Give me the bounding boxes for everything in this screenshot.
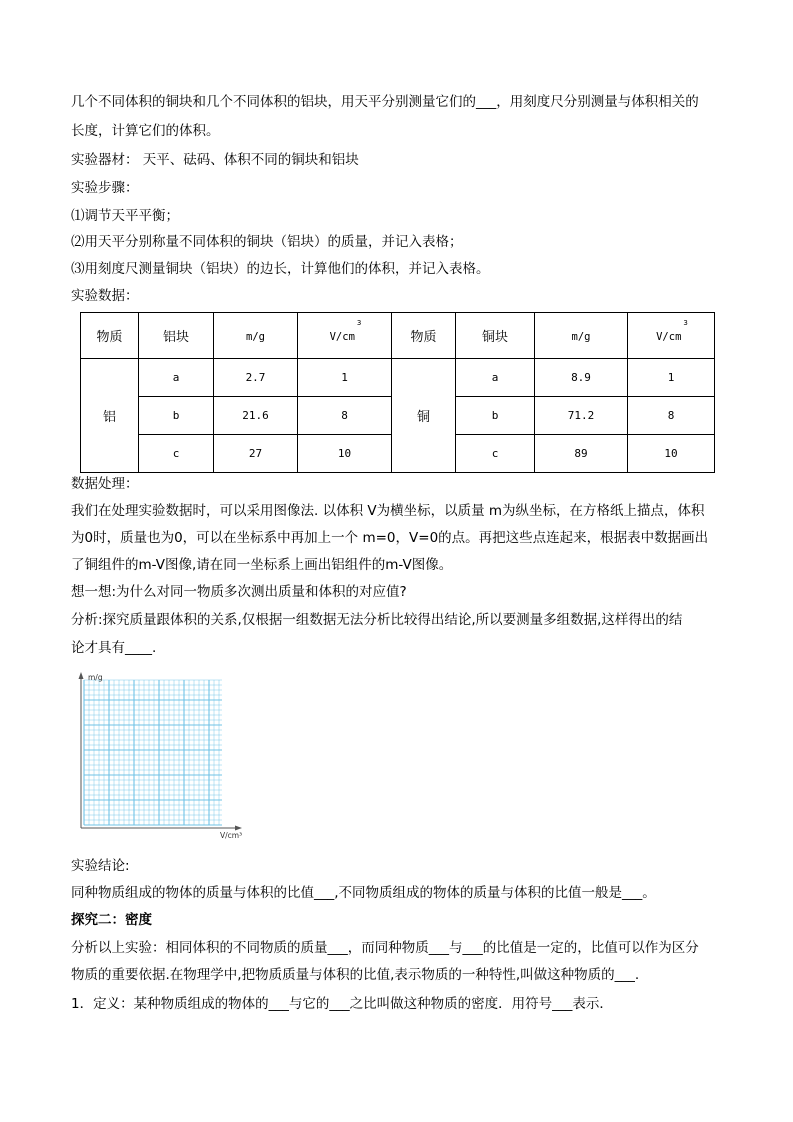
m-v-graph-paper (74, 670, 244, 840)
definition-line: 1．定义：某种物质组成的物体的___与它的___之比叫做这种物质的密度．用符号___表示． (71, 996, 613, 1012)
header-mass-al (214, 313, 298, 359)
step-1: ⑴调节天平平衡； (71, 208, 179, 224)
steps-title: 实验步骤： (71, 180, 139, 196)
processing-line-3: 了铜组件的m-V图像,请在同一坐标系上画出铝组件的m-V图像。 (71, 557, 453, 573)
header-mass-cu-text: m/g (571, 330, 591, 343)
header-volume-cu-sup: 3 (683, 318, 688, 327)
cu-mass-a: 8.9 (535, 359, 628, 397)
table-row (81, 359, 715, 397)
section2-line-2: 物质的重要依据.在物理学中,把物质质量与体积的比值,表示物质的一种特性,叫做这种物质的___. (71, 967, 640, 983)
copper-label: 铜 (392, 359, 456, 473)
cu-block-b: b (456, 397, 535, 435)
al-mass-b: 21.6 (214, 397, 298, 435)
x-axis-arrow (235, 826, 242, 831)
conclusion-line: 同种物质组成的物体的质量与体积的比值___,不同物质组成的物体的质量与体积的比值一般是___。 (71, 885, 656, 901)
conclusion-title: 实验结论: (71, 858, 130, 874)
x-axis-label: V/cm³ (220, 831, 243, 840)
header-substance-al: 物质 (81, 313, 139, 359)
header-mass-al-text: m/g (246, 330, 265, 343)
table-header-row (81, 313, 715, 359)
processing-title: 数据处理： (71, 476, 139, 492)
analysis-line-2: 论才具有____. (71, 640, 157, 656)
header-al-block: 铝块 (139, 313, 214, 359)
cu-volume-c: 10 (628, 435, 715, 473)
materials-line: 实验器材： 天平、砝码、体积不同的铜块和铝块 (71, 152, 359, 168)
cu-block-c: c (456, 435, 535, 473)
paragraph-intro-2: 长度，计算它们的体积。 (71, 123, 220, 139)
cu-block-a: a (456, 359, 535, 397)
al-mass-a: 2.7 (214, 359, 298, 397)
graph-svg (74, 670, 244, 840)
header-cu-block: 铜块 (456, 313, 535, 359)
al-volume-a: 1 (298, 359, 392, 397)
header-volume-cu-text: V/cm (656, 330, 682, 343)
experiment-data-table (80, 312, 715, 473)
processing-line-1: 我们在处理实验数据时，可以采用图像法. 以体积 V为横坐标，以质量 m为纵坐标，在方格纸上描点，体积 (71, 503, 705, 519)
header-volume-al (298, 313, 392, 359)
cu-volume-b: 8 (628, 397, 715, 435)
section2-line-1: 分析以上实验：相同体积的不同物质的质量___，而同种物质___与___的比值是一定的，比值可以作为区分 (71, 940, 699, 956)
header-volume-al-text: V/cm (329, 330, 355, 343)
step-3: ⑶用刻度尺测量铜块（铝块）的边长，计算他们的体积，并记入表格。 (71, 261, 490, 277)
processing-line-2: 为0时，质量也为0，可以在坐标系中再加上一个 m=0，V=0的点。再把这些点连起来，根据表中数据画出 (71, 530, 709, 546)
al-mass-c: 27 (214, 435, 298, 473)
analysis-line-1: 分析:探究质量跟体积的关系,仅根据一组数据无法分析比较得出结论,所以要测量多组数据,这样得出的结 (71, 612, 683, 628)
think-line: 想一想:为什么对同一物质多次测出质量和体积的对应值? (71, 584, 407, 600)
al-block-a: a (139, 359, 214, 397)
graph-grid (84, 680, 222, 825)
cu-mass-b: 71.2 (535, 397, 628, 435)
cu-volume-a: 1 (628, 359, 715, 397)
cu-mass-c: 89 (535, 435, 628, 473)
step-2: ⑵用天平分别称量不同体积的铜块（铝块）的质量，并记入表格； (71, 234, 463, 250)
header-volume-al-sup: 3 (356, 318, 362, 327)
al-block-b: b (139, 397, 214, 435)
section2-title: 探究二：密度 (71, 912, 152, 928)
al-volume-c: 10 (298, 435, 392, 473)
header-substance-cu: 物质 (392, 313, 456, 359)
y-axis-arrow (79, 672, 84, 679)
data-title: 实验数据： (71, 288, 139, 304)
header-volume-cu (628, 313, 715, 359)
aluminum-label: 铝 (81, 359, 139, 473)
y-axis-label: m/g (88, 673, 103, 682)
header-mass-cu (535, 313, 628, 359)
al-block-c: c (139, 435, 214, 473)
paragraph-intro-1: 几个不同体积的铜块和几个不同体积的铝块，用天平分别测量它们的___，用刻度尺分别测量与体积相关的 (71, 94, 699, 110)
al-volume-b: 8 (298, 397, 392, 435)
